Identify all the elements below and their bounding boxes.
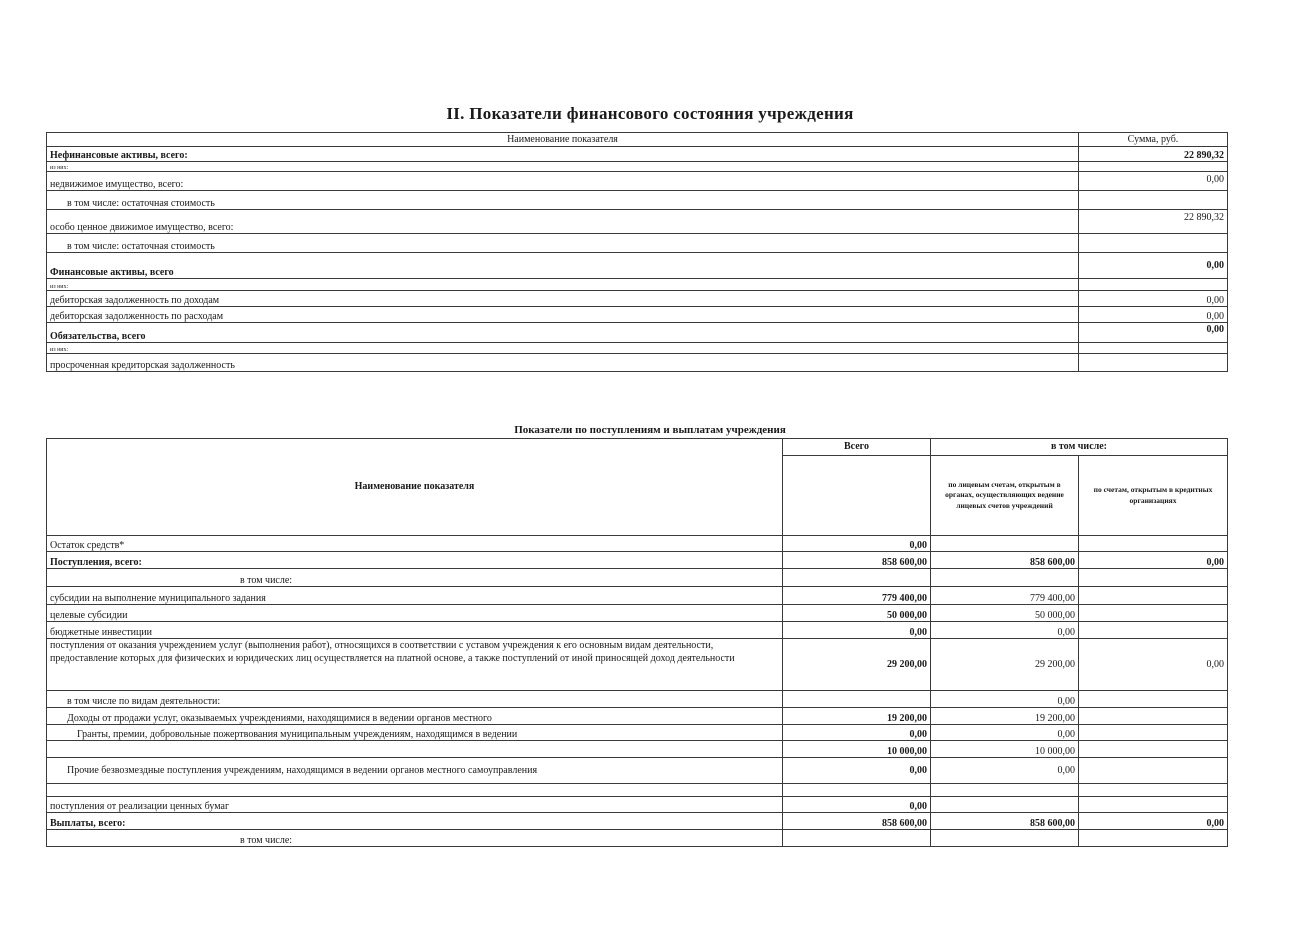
table-row [47, 622, 1228, 639]
table-header-row [47, 439, 1228, 456]
row-label: в том числе: остаточная стоимость [47, 191, 1079, 210]
row-label: Остаток средств* [47, 536, 783, 552]
row-credit [1079, 797, 1228, 813]
row-label: Выплаты, всего: [47, 813, 783, 830]
row-credit [1079, 587, 1228, 605]
row-total: 50 000,00 [783, 605, 931, 622]
row-value: 0,00 [1079, 253, 1228, 279]
row-personal: 858 600,00 [931, 813, 1079, 830]
row-personal: 0,00 [931, 725, 1079, 741]
row-personal [931, 797, 1079, 813]
table-row [47, 162, 1228, 172]
row-label: из них: [47, 343, 1079, 354]
row-total: 0,00 [783, 536, 931, 552]
row-value: 22 890,32 [1079, 147, 1228, 162]
row-personal [931, 536, 1079, 552]
row-total: 0,00 [783, 725, 931, 741]
row-value [1079, 234, 1228, 253]
section-title: II. Показатели финансового состояния учреждения [446, 104, 854, 123]
row-value: 0,00 [1079, 291, 1228, 307]
table-row [47, 147, 1228, 162]
row-label: дебиторская задолженность по доходам [47, 291, 1079, 307]
row-personal: 50 000,00 [931, 605, 1079, 622]
row-label [47, 741, 783, 758]
table-row [47, 307, 1228, 323]
row-credit [1079, 830, 1228, 847]
table-row [47, 291, 1228, 307]
table-row [47, 234, 1228, 253]
row-value [1079, 343, 1228, 354]
row-label: Гранты, премии, добровольные пожертвования муниципальным учреждениям, находящимся в ведении [47, 725, 783, 741]
row-total: 858 600,00 [783, 813, 931, 830]
row-label: субсидии на выполнение муниципального задания [47, 587, 783, 605]
row-total: 19 200,00 [783, 708, 931, 725]
row-label: дебиторская задолженность по расходам [47, 307, 1079, 323]
column-header-total: Всего [783, 439, 931, 456]
table-header-row [47, 133, 1228, 147]
column-header-including: в том числе: [931, 439, 1228, 456]
row-credit [1079, 605, 1228, 622]
table-row [47, 797, 1228, 813]
row-personal: 10 000,00 [931, 741, 1079, 758]
column-header-name: Наименование показателя [47, 439, 783, 536]
row-value: 0,00 [1079, 323, 1228, 343]
row-value: 0,00 [1079, 172, 1228, 191]
table-row [47, 354, 1228, 372]
row-label: из них: [47, 279, 1079, 291]
table-row [47, 725, 1228, 741]
table-row [47, 253, 1228, 279]
column-header-credit-accounts: по счетам, открытым в кредитных организациях [1079, 456, 1228, 536]
row-value: 22 890,32 [1079, 210, 1228, 234]
table-row [47, 323, 1228, 343]
row-label: целевые субсидии [47, 605, 783, 622]
row-label: просроченная кредиторская задолженность [47, 354, 1079, 372]
row-personal: 858 600,00 [931, 552, 1079, 569]
table-row [47, 758, 1228, 784]
row-total [783, 784, 931, 797]
row-credit [1079, 741, 1228, 758]
row-label: Прочие безвозмездные поступления учреждениям, находящимся в ведении органов местного самоуправления [47, 758, 783, 784]
row-label: Поступления, всего: [47, 552, 783, 569]
column-header-total-blank [783, 456, 931, 536]
row-label: в том числе: [47, 569, 783, 587]
row-personal: 0,00 [931, 758, 1079, 784]
row-personal: 29 200,00 [931, 639, 1079, 691]
row-total: 779 400,00 [783, 587, 931, 605]
table-row [47, 191, 1228, 210]
row-credit [1079, 758, 1228, 784]
table-row [47, 587, 1228, 605]
row-label: в том числе: остаточная стоимость [47, 234, 1079, 253]
row-label: бюджетные инвестиции [47, 622, 783, 639]
row-credit [1079, 784, 1228, 797]
row-value [1079, 162, 1228, 172]
column-header-personal-accounts: по лицевым счетам, открытым в органах, осуществляющих ведение лицевых счетов учреждений [931, 456, 1079, 536]
row-credit: 0,00 [1079, 813, 1228, 830]
row-label: поступления от оказания учреждением услуг (выполнения работ), относящихся в соответствии с уставом учреждения к его основным видам деятельности, предоставление которых для физических и юридических лиц осуществляется на платной основе, а также поступлений от иной приносящей доход деятельности [47, 639, 783, 691]
table-row [47, 536, 1228, 552]
table-row [47, 279, 1228, 291]
financial-state-table [46, 132, 1228, 372]
row-label: Финансовые активы, всего [47, 253, 1079, 279]
table-row [47, 605, 1228, 622]
row-label: Нефинансовые активы, всего: [47, 147, 1079, 162]
table-row [47, 813, 1228, 830]
row-credit [1079, 569, 1228, 587]
row-total: 0,00 [783, 758, 931, 784]
table-row [47, 741, 1228, 758]
table-row [47, 210, 1228, 234]
row-total: 0,00 [783, 622, 931, 639]
table-row [47, 172, 1228, 191]
row-total: 0,00 [783, 797, 931, 813]
row-label: поступления от реализации ценных бумаг [47, 797, 783, 813]
row-total: 10 000,00 [783, 741, 931, 758]
row-total: 29 200,00 [783, 639, 931, 691]
row-value [1079, 191, 1228, 210]
table-row [47, 639, 1228, 691]
row-credit: 0,00 [1079, 552, 1228, 569]
row-personal: 0,00 [931, 691, 1079, 708]
row-credit [1079, 708, 1228, 725]
row-personal [931, 784, 1079, 797]
row-value [1079, 354, 1228, 372]
column-header-sum: Сумма, руб. [1079, 133, 1228, 147]
receipts-payments-table [46, 438, 1228, 847]
row-personal: 19 200,00 [931, 708, 1079, 725]
row-personal: 0,00 [931, 622, 1079, 639]
row-label: в том числе: [47, 830, 783, 847]
row-label: особо ценное движимое имущество, всего: [47, 210, 1079, 234]
row-label: из них: [47, 162, 1079, 172]
row-personal: 779 400,00 [931, 587, 1079, 605]
table-row [47, 552, 1228, 569]
row-total [783, 691, 931, 708]
row-label: в том числе по видам деятельности: [47, 691, 783, 708]
table-row [47, 691, 1228, 708]
table-row [47, 708, 1228, 725]
row-value: 0,00 [1079, 307, 1228, 323]
row-label: Доходы от продажи услуг, оказываемых учреждениями, находящимися в ведении органов местного [47, 708, 783, 725]
row-credit [1079, 536, 1228, 552]
table-row [47, 343, 1228, 354]
row-value [1079, 279, 1228, 291]
row-label: Обязательства, всего [47, 323, 1079, 343]
row-credit [1079, 622, 1228, 639]
receipts-title: Показатели по поступлениям и выплатам учреждения [514, 424, 786, 436]
row-personal [931, 830, 1079, 847]
table-row [47, 784, 1228, 797]
row-total [783, 830, 931, 847]
row-label: недвижимое имущество, всего: [47, 172, 1079, 191]
table-row [47, 830, 1228, 847]
row-personal [931, 569, 1079, 587]
column-header-name: Наименование показателя [47, 133, 1079, 147]
row-credit: 0,00 [1079, 639, 1228, 691]
table-row [47, 569, 1228, 587]
row-credit [1079, 691, 1228, 708]
row-label [47, 784, 783, 797]
row-credit [1079, 725, 1228, 741]
row-total: 858 600,00 [783, 552, 931, 569]
row-total [783, 569, 931, 587]
